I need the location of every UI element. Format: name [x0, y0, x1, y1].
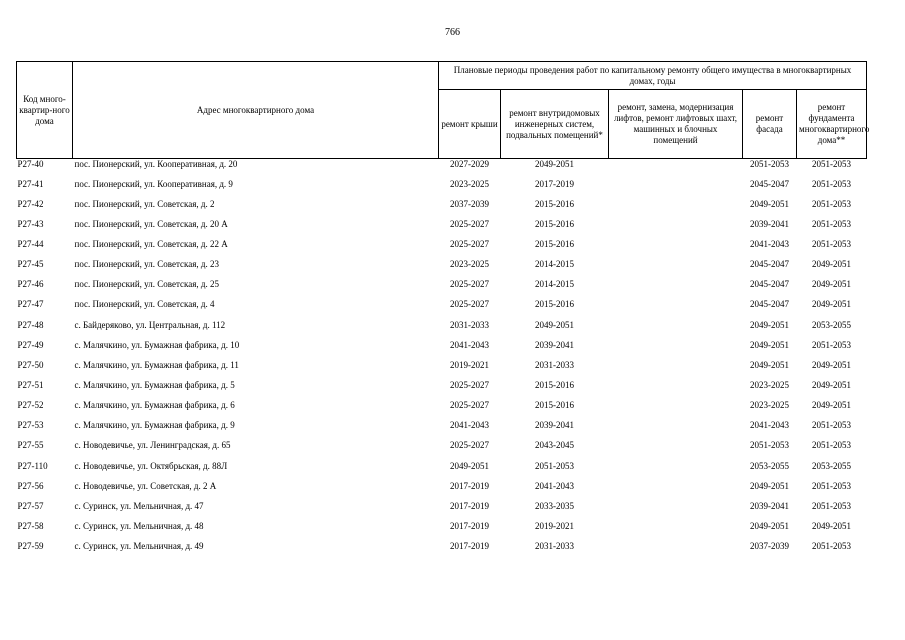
cell-elevators — [609, 400, 743, 420]
table-row — [17, 159, 867, 179]
table-row — [17, 219, 867, 239]
table-row — [17, 239, 867, 259]
cell-engineering: 2049-2051 — [535, 319, 574, 330]
table-row — [17, 179, 867, 199]
cell-code: P27-51 — [17, 380, 44, 391]
cell-facade: 2041-2043 — [750, 420, 789, 431]
cell-facade: 2051-2053 — [750, 159, 789, 169]
cell-foundation: 2051-2053 — [812, 420, 852, 431]
cell-foundation: 2051-2053 — [812, 541, 852, 552]
cell-engineering: 2033-2035 — [535, 500, 574, 511]
cell-elevators — [609, 279, 743, 299]
cell-engineering: 2051-2053 — [535, 460, 574, 471]
cell-engineering: 2039-2041 — [535, 420, 574, 431]
table-row — [17, 481, 867, 501]
header-code: Код много-квартир-ного дома — [17, 62, 73, 159]
cell-facade: 2037-2039 — [750, 541, 789, 552]
table-row — [17, 340, 867, 360]
header-foundation: ремонт фундамента многоквартирного дома** — [797, 90, 867, 159]
cell-code: P27-59 — [17, 541, 44, 552]
cell-facade: 2045-2047 — [750, 299, 789, 310]
cell-facade: 2039-2041 — [750, 500, 789, 511]
cell-elevators — [609, 521, 743, 541]
header-elevators: ремонт, замена, модернизация лифтов, ремонт лифтовых шахт, машинных и блочных помещений — [609, 90, 743, 159]
cell-code: P27-47 — [17, 299, 44, 310]
table-row — [17, 199, 867, 219]
cell-elevators — [609, 380, 743, 400]
cell-engineering: 2043-2045 — [535, 440, 574, 451]
cell-code: P27-58 — [17, 521, 44, 532]
cell-code: P27-50 — [17, 359, 44, 370]
cell-foundation: 2049-2051 — [812, 380, 852, 391]
cell-code: P27-43 — [17, 218, 44, 229]
cell-roof: 2041-2043 — [450, 420, 489, 431]
cell-facade: 2049-2051 — [750, 359, 789, 370]
cell-engineering: 2041-2043 — [535, 480, 574, 491]
cell-elevators — [609, 239, 743, 259]
cell-engineering: 2031-2033 — [535, 541, 574, 552]
table-row — [17, 420, 867, 440]
cell-elevators — [609, 340, 743, 360]
cell-roof: 2017-2019 — [450, 521, 489, 532]
capital-repair-table — [16, 61, 870, 561]
cell-facade: 2049-2051 — [750, 319, 789, 330]
cell-foundation: 2051-2053 — [812, 198, 852, 209]
cell-engineering: 2015-2016 — [535, 239, 574, 250]
cell-engineering: 2039-2041 — [535, 339, 574, 350]
cell-address: с. Малячкино, ул. Бумажная фабрика, д. 10 — [74, 339, 240, 350]
cell-elevators — [609, 159, 743, 179]
cell-roof: 2017-2019 — [450, 480, 489, 491]
cell-code: P27-42 — [17, 198, 44, 209]
cell-foundation: 2049-2051 — [812, 259, 852, 270]
cell-address: пос. Пионерский, ул. Советская, д. 22 А — [74, 239, 228, 250]
cell-roof: 2031-2033 — [450, 319, 489, 330]
cell-roof: 2025-2027 — [450, 440, 489, 451]
cell-code: P27-45 — [17, 259, 44, 270]
header-facade: ремонт фасада — [743, 90, 797, 159]
cell-facade: 2045-2047 — [750, 178, 789, 189]
cell-foundation: 2051-2053 — [812, 178, 852, 189]
table-body — [17, 159, 867, 562]
header-address: Адрес многоквартирного дома — [73, 62, 439, 159]
cell-roof: 2025-2027 — [450, 299, 489, 310]
cell-roof: 2025-2027 — [450, 239, 489, 250]
cell-roof: 2019-2021 — [450, 359, 489, 370]
table-row — [17, 360, 867, 380]
cell-code: P27-57 — [17, 500, 44, 511]
table-row — [17, 259, 867, 279]
cell-foundation: 2051-2053 — [812, 159, 852, 169]
cell-engineering: 2015-2016 — [535, 198, 574, 209]
cell-code: P27-52 — [17, 400, 44, 411]
table-row — [17, 400, 867, 420]
cell-foundation: 2053-2055 — [812, 319, 852, 330]
cell-roof: 2049-2051 — [450, 460, 489, 471]
cell-address: с. Малячкино, ул. Бумажная фабрика, д. 11 — [74, 359, 239, 370]
cell-facade: 2045-2047 — [750, 259, 789, 270]
cell-facade: 2051-2053 — [750, 440, 789, 451]
cell-address: с. Малячкино, ул. Бумажная фабрика, д. 9 — [74, 420, 235, 431]
cell-roof: 2023-2025 — [450, 178, 489, 189]
cell-elevators — [609, 440, 743, 460]
page-number: 766 — [445, 27, 460, 38]
cell-code: P27-46 — [17, 279, 44, 290]
cell-roof: 2025-2027 — [450, 380, 489, 391]
cell-foundation: 2051-2053 — [812, 339, 852, 350]
cell-address: с. Малячкино, ул. Бумажная фабрика, д. 6 — [74, 400, 235, 411]
cell-elevators — [609, 481, 743, 501]
cell-code: P27-48 — [17, 319, 44, 330]
cell-elevators — [609, 541, 743, 561]
cell-engineering: 2019-2021 — [535, 521, 574, 532]
cell-facade: 2023-2025 — [750, 380, 789, 391]
cell-roof: 2025-2027 — [450, 400, 489, 411]
table-row — [17, 440, 867, 460]
cell-foundation: 2049-2051 — [812, 521, 852, 532]
cell-foundation: 2051-2053 — [812, 239, 852, 250]
cell-address: пос. Пионерский, ул. Советская, д. 4 — [74, 299, 215, 310]
cell-roof: 2025-2027 — [450, 218, 489, 229]
header-planned-periods: Плановые периоды проведения работ по капитальному ремонту общего имущества в многоквартирных домах, годы — [439, 62, 867, 90]
table-row — [17, 299, 867, 319]
cell-roof: 2025-2027 — [450, 279, 489, 290]
cell-engineering: 2031-2033 — [535, 359, 574, 370]
cell-facade: 2049-2051 — [750, 198, 789, 209]
cell-facade: 2041-2043 — [750, 239, 789, 250]
cell-facade: 2045-2047 — [750, 279, 789, 290]
header-engineering: ремонт внутридомовых инженерных систем, подвальных помещений* — [501, 90, 609, 159]
cell-elevators — [609, 179, 743, 199]
cell-elevators — [609, 360, 743, 380]
cell-roof: 2017-2019 — [450, 541, 489, 552]
cell-roof: 2027-2029 — [450, 159, 489, 169]
cell-address: с. Новодевичье, ул. Октябрьская, д. 88Л — [74, 460, 228, 471]
cell-facade: 2049-2051 — [750, 480, 789, 491]
cell-elevators — [609, 299, 743, 319]
table-row — [17, 279, 867, 299]
cell-code: P27-40 — [17, 159, 44, 169]
cell-code: P27-41 — [17, 178, 44, 189]
cell-foundation: 2051-2053 — [812, 500, 852, 511]
cell-roof: 2037-2039 — [450, 198, 489, 209]
cell-elevators — [609, 320, 743, 340]
cell-foundation: 2051-2053 — [812, 480, 852, 491]
cell-foundation: 2049-2051 — [812, 400, 852, 411]
cell-roof: 2017-2019 — [450, 500, 489, 511]
cell-elevators — [609, 420, 743, 440]
cell-address: с. Суринск, ул. Мельничная, д. 48 — [74, 521, 204, 532]
cell-engineering: 2014-2015 — [535, 279, 574, 290]
cell-engineering: 2049-2051 — [535, 159, 574, 169]
cell-address: с. Малячкино, ул. Бумажная фабрика, д. 5 — [74, 380, 235, 391]
cell-facade: 2049-2051 — [750, 339, 789, 350]
cell-elevators — [609, 259, 743, 279]
cell-code: P27-56 — [17, 480, 44, 491]
cell-foundation: 2049-2051 — [812, 299, 852, 310]
table-row — [17, 521, 867, 541]
cell-address: с. Новодевичье, ул. Ленинградская, д. 65 — [74, 440, 231, 451]
cell-foundation: 2051-2053 — [812, 440, 852, 451]
cell-address: с. Суринск, ул. Мельничная, д. 49 — [74, 541, 204, 552]
header-roof: ремонт крыши — [439, 90, 501, 159]
table-row — [17, 380, 867, 400]
cell-address: пос. Пионерский, ул. Советская, д. 2 — [74, 198, 215, 209]
cell-foundation: 2051-2053 — [812, 218, 852, 229]
cell-address: пос. Пионерский, ул. Советская, д. 25 — [74, 279, 219, 290]
cell-address: пос. Пионерский, ул. Кооперативная, д. 20 — [74, 159, 238, 169]
cell-engineering: 2015-2016 — [535, 299, 574, 310]
cell-elevators — [609, 219, 743, 239]
header-row-top — [17, 62, 867, 90]
cell-elevators — [609, 501, 743, 521]
cell-code: P27-53 — [17, 420, 44, 431]
cell-engineering: 2015-2016 — [535, 400, 574, 411]
cell-foundation: 2049-2051 — [812, 359, 852, 370]
cell-roof: 2023-2025 — [450, 259, 489, 270]
cell-code: P27-44 — [17, 239, 44, 250]
table-row — [17, 501, 867, 521]
cell-engineering: 2014-2015 — [535, 259, 574, 270]
cell-foundation: 2049-2051 — [812, 279, 852, 290]
cell-roof: 2041-2043 — [450, 339, 489, 350]
cell-code: P27-55 — [17, 440, 44, 451]
cell-address: с. Байдеряково, ул. Центральная, д. 112 — [74, 319, 226, 330]
cell-address: с. Суринск, ул. Мельничная, д. 47 — [74, 500, 204, 511]
cell-facade: 2023-2025 — [750, 400, 789, 411]
cell-engineering: 2015-2016 — [535, 218, 574, 229]
cell-engineering: 2017-2019 — [535, 178, 574, 189]
cell-address: пос. Пионерский, ул. Советская, д. 23 — [74, 259, 219, 270]
cell-elevators — [609, 199, 743, 219]
cell-facade: 2049-2051 — [750, 521, 789, 532]
cell-address: пос. Пионерский, ул. Советская, д. 20 А — [74, 218, 228, 229]
table-row — [17, 320, 867, 340]
cell-foundation: 2053-2055 — [812, 460, 852, 471]
table-row — [17, 541, 867, 561]
cell-code: P27-110 — [17, 460, 48, 471]
cell-facade: 2039-2041 — [750, 218, 789, 229]
table-row — [17, 461, 867, 481]
cell-address: с. Новодевичье, ул. Советская, д. 2 А — [74, 480, 217, 491]
cell-elevators — [609, 461, 743, 481]
cell-address: пос. Пионерский, ул. Кооперативная, д. 9 — [74, 178, 233, 189]
cell-facade: 2053-2055 — [750, 460, 789, 471]
cell-engineering: 2015-2016 — [535, 380, 574, 391]
cell-code: P27-49 — [17, 339, 44, 350]
